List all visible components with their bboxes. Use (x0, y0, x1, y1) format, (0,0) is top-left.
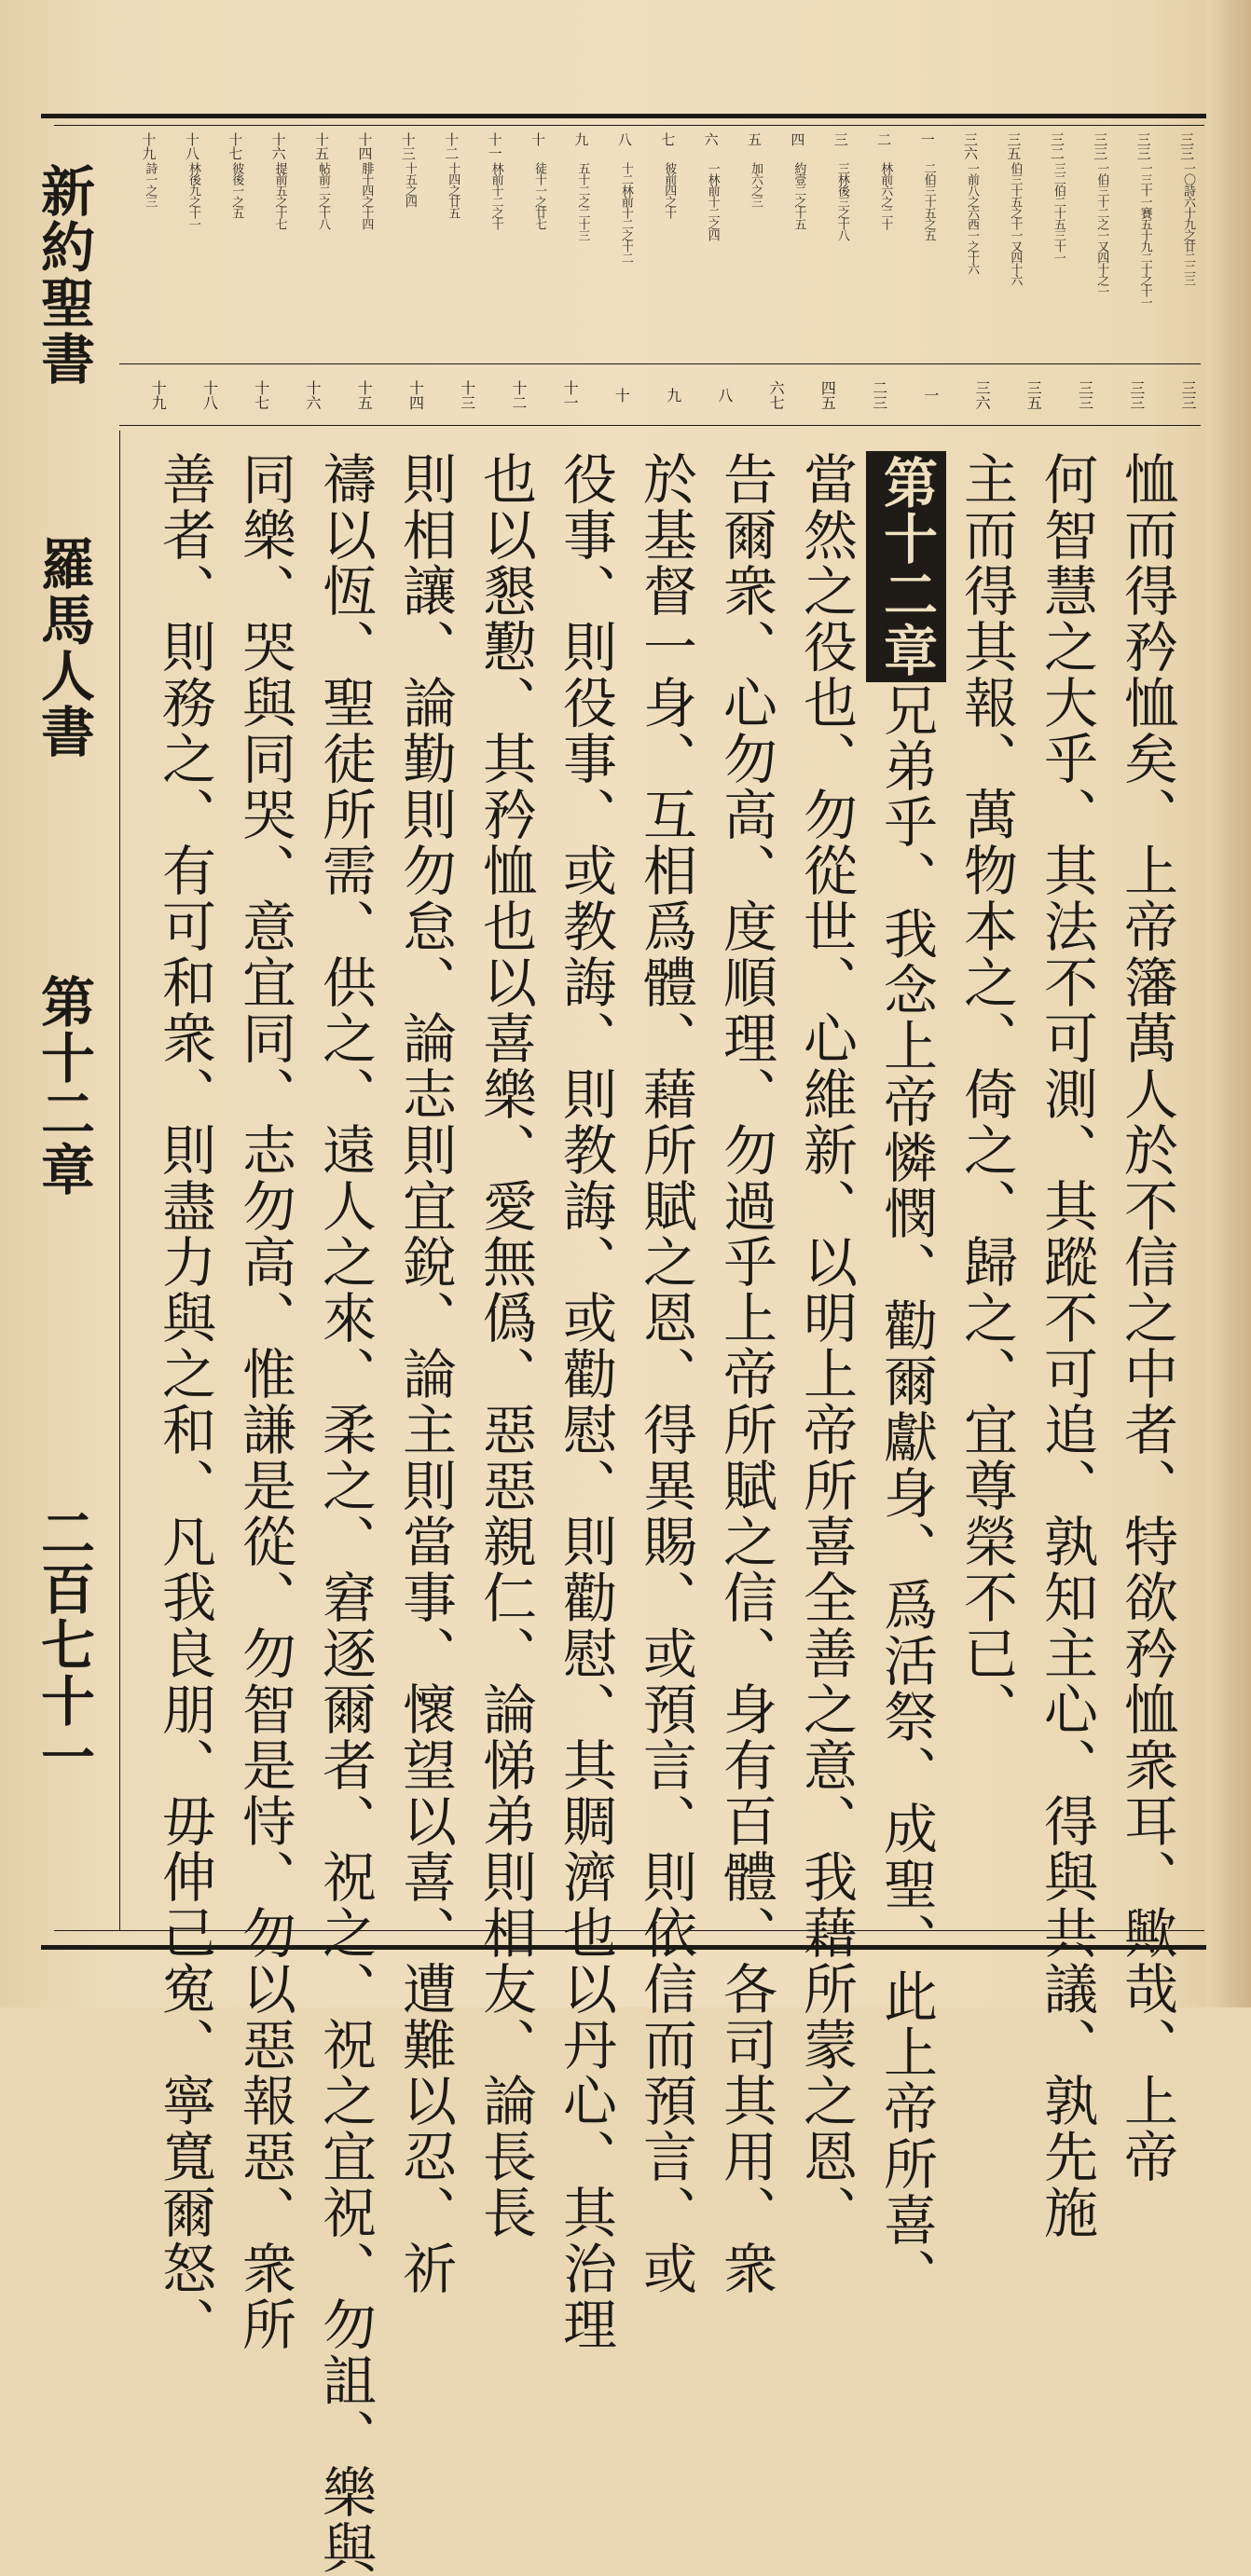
note-column: 詩一之三 (143, 162, 158, 207)
note-column: 伯三十五之十一又四十六 (1008, 162, 1023, 285)
note-head: 十八 (183, 132, 200, 160)
note-head: 八 (615, 132, 633, 146)
text-line: 禱以恆、聖徒所需、供之、遠人之來、柔之、窘逐爾者、祝之、 (313, 451, 377, 2017)
text-line: 恤而得矜恤矣、上帝籓萬人於不信之中者、特欲矜恤衆耳、 (1115, 451, 1178, 1905)
note-column: 一前八之六西一之十六 (965, 162, 979, 274)
note-head: 十九 (140, 132, 158, 160)
note-column: 約壹二之十五 (791, 162, 806, 229)
text-line-end: 喜、遭難以忍、祈 (393, 1849, 457, 2296)
book-title: 新約聖書 (32, 163, 95, 387)
verse-number: 三五 (1024, 380, 1043, 410)
verse-number: 四五 (818, 380, 837, 410)
verse-number: 三三 (1179, 380, 1197, 410)
note-column: 十二林前十二之十二 (618, 162, 633, 263)
verse-number: 十五 (355, 380, 374, 410)
text-line: 善者、則務之、有可和衆、則盡力與之和、凡我良朋、毋伸 (153, 451, 216, 1905)
note-column: 一伯三十二之一又四十之一 (1094, 162, 1109, 296)
text-column (706, 451, 786, 2296)
verse-number: 十二 (509, 380, 528, 410)
note-head: 十六 (269, 132, 287, 160)
note-column: 一三十一賽五十九二十之十一 (1137, 162, 1152, 308)
text-line: 告爾衆、心勿高、度順理、勿過乎上帝所賦之信、身有百 (714, 451, 777, 1849)
text-line-end: 己寃、寧寬爾怒、 (153, 1905, 216, 2352)
note-column: 一〇詩六十九之廿二二三 (1181, 162, 1195, 285)
text-column (1026, 451, 1107, 2240)
verse-number: 三三 (1076, 380, 1094, 410)
text-column (1107, 451, 1187, 2185)
verse-number: 十六 (303, 380, 322, 410)
note-head: 三三 (1092, 132, 1109, 160)
note-head: 十 (529, 132, 546, 146)
note-head: 一 (918, 132, 936, 146)
text-line-end: 則依信而預言、或 (634, 1849, 697, 2296)
text-line-end: 體、各司其用、衆 (714, 1849, 777, 2296)
verse-number-band (119, 365, 1201, 426)
note-column: 林前六之二十 (878, 162, 893, 229)
note-head: 三六 (962, 132, 979, 160)
note-head: 十三 (399, 132, 417, 160)
verse-number: 一 (921, 388, 940, 403)
note-column: 一林前十二之四 (705, 162, 720, 240)
note-head: 十四 (356, 132, 374, 160)
text-column (786, 451, 866, 2240)
note-head: 三 (832, 132, 849, 146)
note-column: 彼前四之十 (662, 162, 677, 218)
note-column: 三二伯二十五三十一 (1051, 162, 1065, 263)
text-line: 於基督一身、互相爲體、藉所賦之恩、得異賜、或預言、 (634, 451, 697, 1849)
text-line: 當然之役也、勿從世、心維新、以明上帝所喜全善之意、 (794, 451, 858, 1849)
note-column: 五十二之二十三 (575, 162, 590, 240)
page-number: 二百七十一 (32, 1505, 95, 1785)
verse-number: 十一 (561, 380, 580, 410)
note-column: 彼後一之五 (229, 162, 244, 218)
text-line-end: 勿以惡報惡、衆所 (233, 1905, 296, 2352)
note-head: 三三 (1134, 132, 1152, 160)
note-head: 五 (746, 132, 763, 146)
text-line-end: 歟哉、上帝 (1115, 1905, 1178, 2185)
note-head: 三五 (1005, 132, 1023, 160)
verse-number: 二三 (870, 380, 888, 410)
note-head: 十五 (313, 132, 330, 160)
text-column (626, 451, 706, 2296)
note-head: 十二 (443, 132, 461, 160)
note-column: 三林後三之十八 (834, 162, 849, 240)
text-column (866, 451, 946, 2304)
text-line: 兄弟乎、我念上帝憐憫、勸爾獻身、爲活祭、成聖、此上帝所喜、 (874, 682, 938, 2304)
note-column: 十五之四 (402, 162, 417, 207)
chapter-heading: 第十二章 (32, 974, 95, 1198)
text-line: 也以懇懃、其矜恤也以喜樂、愛無僞、惡惡親仁、論悌弟 (474, 451, 537, 1849)
verse-number: 三六 (973, 380, 992, 410)
text-line-end: 共議、孰先施 (1035, 1905, 1098, 2240)
text-column (385, 451, 465, 2296)
verse-number: 十 (612, 388, 631, 403)
text-line-end: 我藉所蒙之恩、 (794, 1849, 858, 2240)
note-column: 林後九之十一 (186, 162, 200, 229)
note-head: 六 (702, 132, 720, 146)
verse-number: 八 (715, 388, 734, 403)
chapter-marker: 第十二章 (866, 451, 946, 682)
text-column (305, 451, 385, 2576)
note-head: 三二 (1048, 132, 1065, 160)
note-column: 林前十二之十 (488, 162, 503, 229)
text-column (144, 451, 225, 2352)
text-line-end: 則相友、論長長 (474, 1849, 537, 2240)
note-column: 腓十四之十四 (359, 162, 374, 229)
text-line-end: 祝之宜祝、勿詛、樂與 (313, 2017, 377, 2576)
text-column (225, 451, 305, 2352)
note-head: 三三 (1178, 132, 1195, 160)
verse-number: 十八 (200, 380, 219, 410)
text-column (465, 451, 545, 2240)
verse-number: 十九 (149, 380, 168, 410)
text-line-end: 也以丹心、其治理 (554, 1905, 617, 2352)
text-line: 同樂、哭與同哭、意宜同、志勿高、惟謙是從、勿智是恃、 (233, 451, 296, 1905)
note-column: 提前五之十七 (272, 162, 287, 229)
note-head: 十一 (486, 132, 503, 160)
note-head: 七 (659, 132, 677, 146)
note-head: 九 (572, 132, 590, 146)
verse-number: 六七 (767, 380, 786, 410)
note-column: 帖前二之十八 (316, 162, 330, 229)
text-column (545, 451, 626, 2352)
note-column: 十四之廿五 (446, 162, 461, 218)
cross-reference-notes (119, 130, 1201, 364)
text-column (946, 451, 1026, 1924)
book-name: 羅馬人書 (32, 536, 95, 760)
text-line: 主而得其報、萬物本之、倚之、歸之、宜尊榮不已、 (955, 451, 1018, 1737)
note-head: 十七 (227, 132, 244, 160)
note-column: 徒十一之廿七 (532, 162, 546, 229)
text-line: 何智慧之大乎、其法不可測、其蹤不可追、孰知主心、得與 (1035, 451, 1098, 1905)
verse-number: 十三 (458, 380, 476, 410)
verse-number: 十四 (406, 380, 425, 410)
note-column: 加六之三 (749, 162, 763, 207)
text-line: 則相讓、論勤則勿怠、論志則宜銳、論主則當事、懷望以 (393, 451, 457, 1849)
verse-number: 三三 (1127, 380, 1146, 410)
note-head: 四 (789, 132, 806, 146)
verse-number: 九 (664, 388, 682, 403)
main-text (119, 431, 1202, 2576)
note-head: 二 (875, 132, 893, 146)
verse-number: 十七 (252, 380, 270, 410)
page-edge-shadow (1206, 0, 1251, 2007)
note-column: 二伯三十五之五 (921, 162, 936, 240)
text-line: 役事、則役事、或教誨、則教誨、或勸慰、則勸慰、其賙濟 (554, 451, 617, 1905)
